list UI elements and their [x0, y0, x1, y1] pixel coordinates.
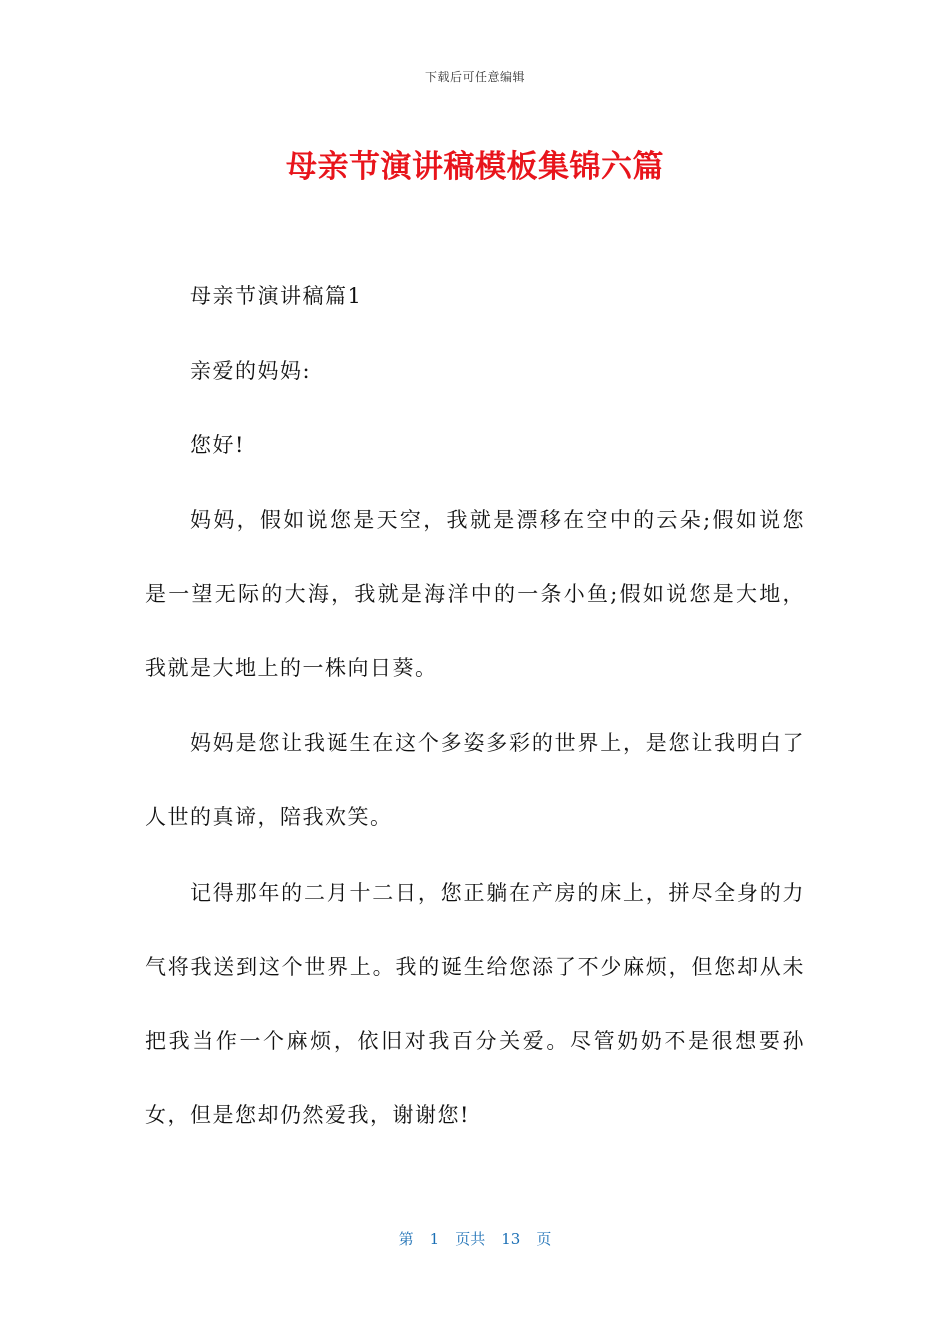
footer-suffix: 页	[536, 1230, 552, 1248]
current-page-number: 1	[429, 1230, 440, 1248]
greeting: 您好!	[190, 433, 245, 457]
footer-prefix: 第	[398, 1230, 414, 1248]
salutation: 亲爱的妈妈:	[190, 359, 312, 383]
document-title: 母亲节演讲稿模板集锦六篇	[286, 149, 664, 185]
body-paragraph: 妈妈是您让我诞生在这个多姿多彩的世界上，是您让我明白了人世的真谛，陪我欢笑。	[145, 731, 805, 829]
section-heading: 母亲节演讲稿篇1	[190, 284, 363, 308]
total-pages-number: 13	[501, 1230, 521, 1248]
body-paragraph: 记得那年的二月十二日，您正躺在产房的床上，拼尽全身的力气将我送到这个世界上。我的诞生给您添了不少麻烦，但您却从未把我当作一个麻烦，依旧对我百分关爱。尽管奶奶不是很想要孙女，但是您却仍然爱我，谢谢您!	[145, 881, 805, 1127]
page-footer	[0, 1228, 950, 1249]
footer-mid: 页共	[455, 1230, 486, 1248]
header-note: 下载后可任意编辑	[424, 70, 525, 84]
body-paragraph: 妈妈，假如说您是天空，我就是漂移在空中的云朵;假如说您是一望无际的大海，我就是海洋中的一条小鱼;假如说您是大地，我就是大地上的一株向日葵。	[145, 508, 805, 680]
